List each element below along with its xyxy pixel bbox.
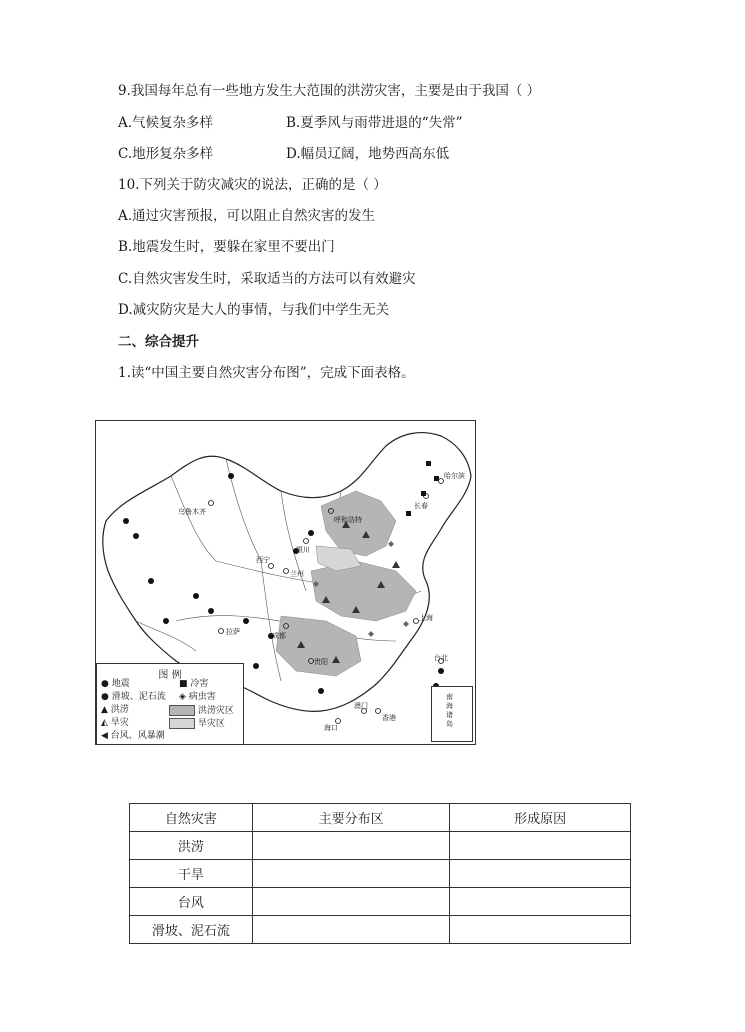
- legend-flood-area-label: 洪涝灾区: [197, 706, 234, 716]
- legend-pest-label: 病虫害: [188, 692, 216, 702]
- drought-icon: ◭: [101, 718, 108, 728]
- q9-option-a: A.气候复杂多样: [118, 115, 214, 131]
- drought-area-swatch: [169, 718, 195, 729]
- legend-drought-area-label: 旱灾区: [197, 719, 225, 729]
- city-lanzhou: 兰州: [290, 570, 304, 578]
- city-shanghai: 上海: [419, 614, 433, 622]
- earthquake-icon: ●: [101, 679, 109, 689]
- city-hongkong: 香港: [382, 714, 396, 722]
- legend-cold-label: 冷害: [190, 679, 209, 689]
- city-chengdu: 成都: [272, 632, 286, 640]
- q10-stem: 10.下列关于防灾减灾的说法，正确的是（ ）: [118, 177, 387, 193]
- legend-drought-label: 旱灾: [110, 718, 129, 728]
- disaster-table: [129, 803, 631, 944]
- cell-area[interactable]: [252, 832, 450, 860]
- q10-option-d: D.减灾防灾是大人的事情，与我们中学生无关: [118, 302, 390, 318]
- legend-earthquake: [101, 679, 130, 690]
- q10-option-b: B.地震发生时，要躲在家里不要出门: [118, 239, 335, 255]
- q10-option-c: C.自然灾害发生时，采取适当的方法可以有效避灾: [118, 271, 416, 287]
- china-disaster-map: [95, 420, 476, 745]
- table-row: [130, 832, 631, 860]
- cell-area[interactable]: [252, 888, 450, 916]
- legend-cold: [179, 679, 208, 690]
- legend-title: 图 例: [158, 670, 182, 681]
- cell-cause[interactable]: [450, 860, 631, 888]
- cell-cause[interactable]: [450, 888, 631, 916]
- cell-area[interactable]: [252, 916, 450, 944]
- q10-option-a: A.通过灾害预报，可以阻止自然灾害的发生: [118, 208, 376, 224]
- table-row: [130, 888, 631, 916]
- city-hohhot: 呼和浩特: [334, 516, 362, 524]
- legend-typhoon: [101, 731, 165, 742]
- cell-disaster: 干旱: [130, 860, 253, 888]
- legend-landslide: [101, 692, 166, 703]
- city-taipei: 台北: [434, 654, 448, 662]
- legend-landslide-label: 滑坡、泥石流: [111, 692, 166, 702]
- legend-drought-area: [169, 718, 225, 730]
- legend-flood-area: [169, 705, 234, 717]
- flood-icon: ▲: [101, 705, 108, 715]
- header-cause: 形成原因: [450, 804, 631, 832]
- header-area: 主要分布区: [252, 804, 450, 832]
- cell-disaster: 台风: [130, 888, 253, 916]
- landslide-icon: ●: [101, 692, 109, 702]
- typhoon-icon: ◀: [101, 731, 108, 741]
- legend-earthquake-label: 地震: [111, 679, 130, 689]
- cell-cause[interactable]: [450, 832, 631, 860]
- q9-option-d: D.幅员辽阔，地势西高东低: [286, 146, 450, 162]
- q9-option-b: B.夏季风与雨带进退的“失常”: [286, 115, 463, 131]
- q9-option-c: C.地形复杂多样: [118, 146, 214, 162]
- city-haikou: 海口: [324, 724, 338, 732]
- city-macau: 澳门: [354, 702, 368, 710]
- cell-cause[interactable]: [450, 916, 631, 944]
- table-header-row: [130, 804, 631, 832]
- city-guiyang: 贵阳: [314, 658, 328, 666]
- table-row: [130, 916, 631, 944]
- inset-label: 南海诸岛: [446, 693, 453, 728]
- map-legend: [96, 663, 244, 745]
- legend-flood-label: 洪涝: [110, 705, 129, 715]
- table-row: [130, 860, 631, 888]
- legend-typhoon-label: 台风、风暴潮: [110, 731, 165, 741]
- cell-disaster: 洪涝: [130, 832, 253, 860]
- flood-area-swatch: [169, 705, 195, 716]
- legend-flood: [101, 705, 129, 716]
- cold-icon: ■: [179, 679, 188, 689]
- legend-pest: [179, 692, 216, 703]
- section-heading: 二、综合提升: [118, 334, 199, 350]
- south-china-sea-inset: [431, 686, 473, 742]
- city-changchun: 长春: [414, 502, 428, 510]
- city-xining: 西宁: [256, 556, 270, 564]
- city-urumqi: 乌鲁木齐: [178, 508, 206, 516]
- pest-icon: ◈: [179, 692, 186, 702]
- q9-stem: 9.我国每年总有一些地方发生大范围的洪涝灾害，主要是由于我国（ ）: [118, 83, 541, 99]
- cell-disaster: 滑坡、泥石流: [130, 916, 253, 944]
- cell-area[interactable]: [252, 860, 450, 888]
- city-yinchuan: 银川: [296, 546, 310, 554]
- header-disaster: 自然灾害: [130, 804, 253, 832]
- city-harbin: 哈尔滨: [444, 472, 465, 480]
- legend-drought: [101, 718, 129, 729]
- section-question-1: 1.读“中国主要自然灾害分布图”，完成下面表格。: [118, 365, 415, 381]
- city-lhasa: 拉萨: [226, 628, 240, 636]
